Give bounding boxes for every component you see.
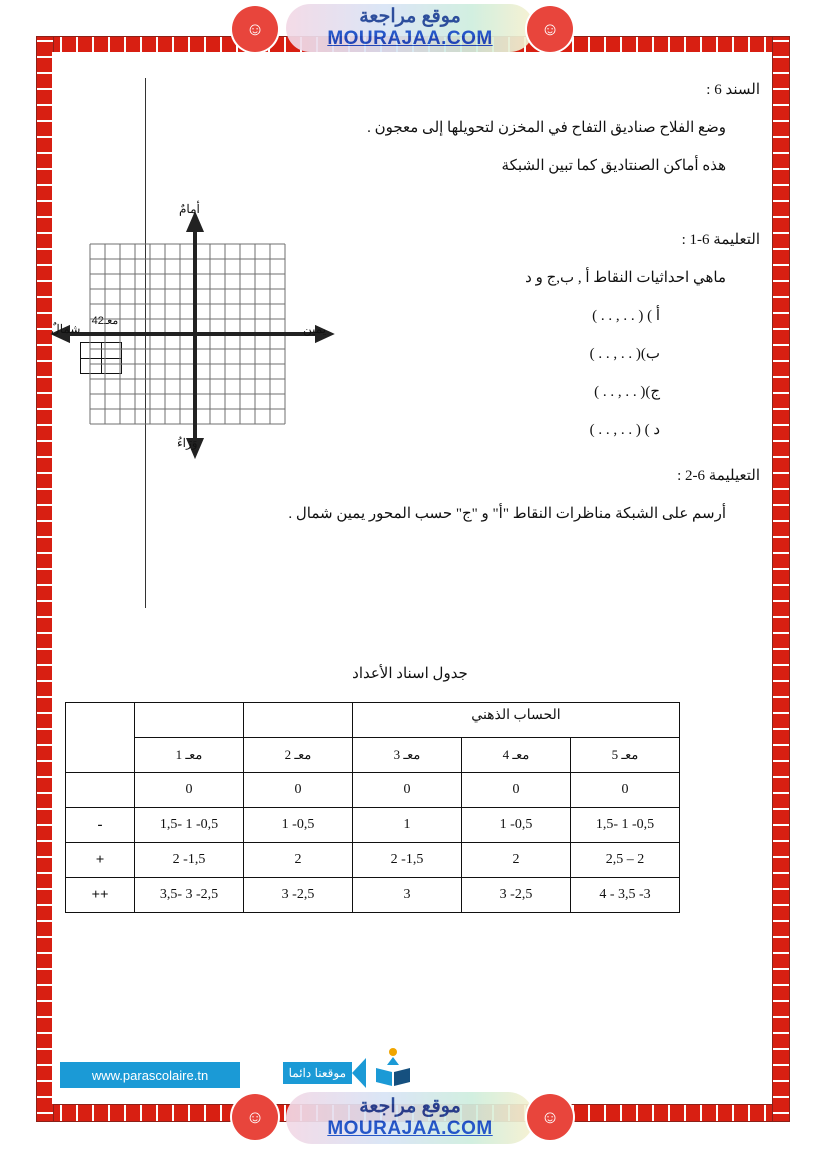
table-subheader-row [66, 738, 680, 773]
chevron-icon [352, 1058, 366, 1088]
point-a: أ ) ( . . , . . ) [592, 308, 660, 324]
table-row [66, 808, 680, 843]
cell-r2-c3: 2 [244, 843, 353, 878]
table-col-2: معـ 2 [244, 738, 353, 773]
cell-r0-c2: 0 [353, 773, 462, 808]
watermark-top-line2: MOURAJAA.COM [327, 28, 493, 49]
watermark-bottom-line1: موقع مراجعة [359, 1096, 461, 1118]
cell-r3-c1: 2,5- 3 [462, 878, 571, 913]
table-col-1: معـ 1 [135, 738, 244, 773]
side-score-label: معـ42 [91, 315, 119, 327]
smiley-icon: ☺ [540, 19, 560, 39]
row-mark-1: - [66, 808, 135, 843]
table-corner-cell [66, 703, 135, 773]
row-mark-0 [66, 773, 135, 808]
axis-label-left: شمالٌ [51, 322, 81, 336]
source-title: السند 6 : [706, 82, 760, 98]
cell-r0-c4: 0 [135, 773, 244, 808]
instruction-1-title: التعليمة 6-1 : [681, 232, 760, 248]
axis-label-down: وَرَاءُ [177, 436, 198, 450]
site-url-bar[interactable] [60, 1062, 240, 1088]
table-header-blank-1 [244, 703, 353, 738]
cell-r1-c4: 0,5- 1 -1,5 [135, 808, 244, 843]
watermark-bottom-line2: MOURAJAA.COM [327, 1118, 493, 1139]
cell-r3-c3: 2,5- 3 [244, 878, 353, 913]
cell-r1-c0: 0,5- 1 -1,5 [571, 808, 680, 843]
cell-r0-c0: 0 [571, 773, 680, 808]
watermark-top [286, 4, 534, 52]
watermark-badge-icon-bottom-right [527, 1094, 573, 1140]
smiley-icon: ☺ [245, 1107, 265, 1127]
decorative-border-right [772, 36, 790, 1122]
table-row [66, 878, 680, 913]
table-header-row [66, 703, 680, 738]
watermark-badge-icon-top-right [527, 6, 573, 52]
footer-tagline-text: موقعنا دائما [283, 1062, 352, 1084]
table-title: جدول اسناد الأعداد [352, 666, 468, 682]
cell-r2-c2: 1,5- 2 [353, 843, 462, 878]
cell-r2-c0: 2 – 2,5 [571, 843, 680, 878]
table-col-3: معـ 3 [353, 738, 462, 773]
point-c: ج)( . . , . . ) [594, 384, 660, 400]
instruction-2-title: التعيليمة 6-2 : [677, 468, 760, 484]
smiley-icon: ☺ [540, 1107, 560, 1127]
site-url-text: www.parascolaire.tn [91, 1067, 209, 1083]
point-d: د ) ( . . , . . ) [589, 422, 660, 438]
cell-r1-c1: 0,5- 1 [462, 808, 571, 843]
grid-svg [45, 204, 345, 464]
cell-r3-c2: 3 [353, 878, 462, 913]
watermark-bottom [286, 1092, 534, 1144]
cell-r1-c3: 0,5- 1 [244, 808, 353, 843]
cell-r1-c2: 1 [353, 808, 462, 843]
cell-r3-c4: 2,5- 3 -3,5 [135, 878, 244, 913]
footer-tagline [246, 1058, 366, 1088]
score-table [65, 702, 680, 913]
instruction-2-text: أرسم على الشبكة مناظرات النقاط "أ" و "ج" حسب المحور يمين شمال . [288, 506, 726, 522]
smiley-icon: ☺ [245, 19, 265, 39]
axis-label-up: أمامٌ [179, 202, 200, 216]
cell-r2-c1: 2 [462, 843, 571, 878]
table-row [66, 773, 680, 808]
watermark-badge-icon-bottom-left [232, 1094, 278, 1140]
axis-label-right: يمين [303, 322, 327, 336]
book-logo-icon [372, 1046, 414, 1090]
document-content [51, 64, 760, 1094]
point-b: ب)( . . , . . ) [589, 346, 660, 362]
source-line-1: وضع الفلاح صناديق التفاح في المخزن لتحويلها إلى معجون . [367, 120, 726, 136]
watermark-badge-icon-top-left [232, 6, 278, 52]
watermark-top-line1: موقع مراجعة [359, 6, 461, 28]
row-mark-2: + [66, 843, 135, 878]
instruction-1-text: ماهي احداثيات النقاط أ , ب,ج و د [525, 270, 726, 286]
coordinate-grid-figure [45, 204, 345, 464]
table-row [66, 843, 680, 878]
table-col-5: معـ 5 [571, 738, 680, 773]
row-mark-3: ++ [66, 878, 135, 913]
table-col-4: معـ 4 [462, 738, 571, 773]
cell-r2-c4: 1,5- 2 [135, 843, 244, 878]
table-header-merged: الحساب الذهني [353, 703, 680, 738]
cell-r3-c0: 3- 3,5 - 4 [571, 878, 680, 913]
cell-r0-c3: 0 [244, 773, 353, 808]
cell-r0-c1: 0 [462, 773, 571, 808]
source-line-2: هذه أماكن الصنتاديق كما تبين الشبكة [501, 158, 726, 174]
table-header-blank-2 [135, 703, 244, 738]
